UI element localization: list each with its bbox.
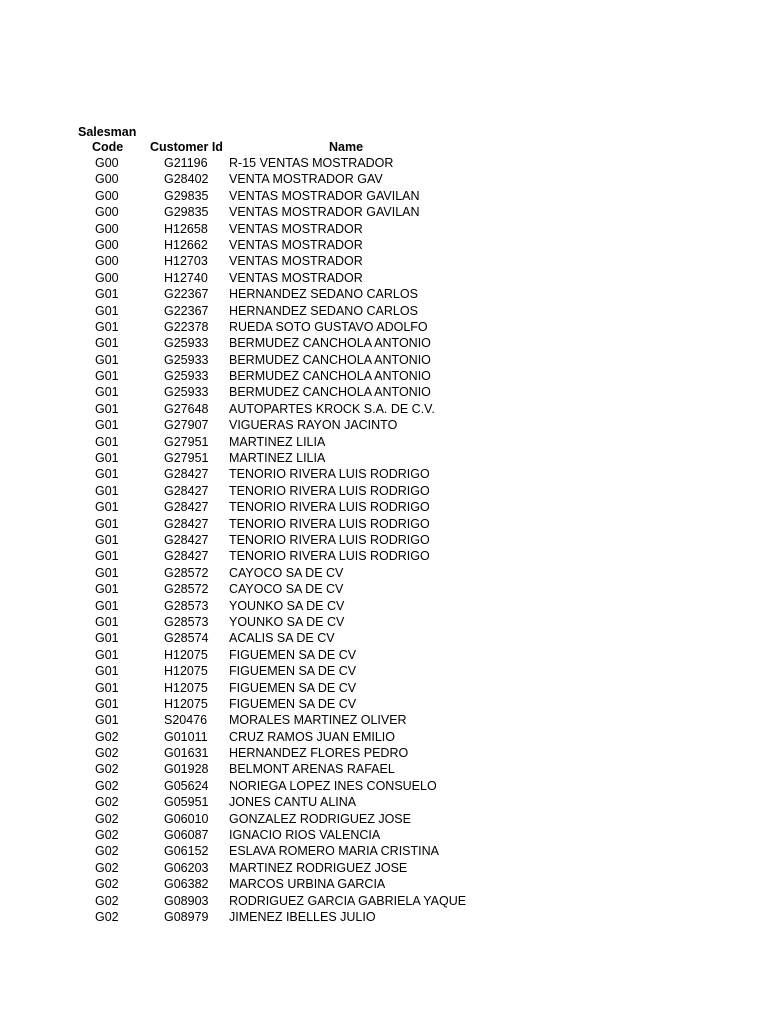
salesman-code-cell: G01 (95, 713, 119, 728)
name-cell: TENORIO RIVERA LUIS RODRIGO (229, 500, 430, 515)
salesman-code-cell: G01 (95, 319, 119, 334)
table-row (0, 417, 768, 433)
name-cell: VENTAS MOSTRADOR (229, 270, 363, 285)
name-cell: VENTAS MOSTRADOR GAVILAN (229, 205, 420, 220)
salesman-code-cell: G01 (95, 303, 119, 318)
name-cell: MARTINEZ RODRIGUEZ JOSE (229, 860, 408, 875)
customer-id-cell: G06382 (164, 877, 209, 892)
name-cell: NORIEGA LOPEZ INES CONSUELO (229, 778, 437, 793)
customer-id-cell: G08903 (164, 893, 209, 908)
table-row (0, 204, 768, 220)
salesman-code-cell: G01 (95, 418, 119, 433)
table-row (0, 663, 768, 679)
table-row (0, 565, 768, 581)
salesman-code-cell: G02 (95, 877, 119, 892)
name-cell: GONZALEZ RODRIGUEZ JOSE (229, 811, 411, 826)
salesman-code-cell: G01 (95, 483, 119, 498)
salesman-code-header-line2: Code (92, 140, 124, 154)
name-cell: BERMUDEZ CANCHOLA ANTONIO (229, 369, 431, 384)
table-row (0, 368, 768, 384)
name-cell: RUEDA SOTO GUSTAVO ADOLFO (229, 319, 428, 334)
customer-id-cell: H12662 (164, 237, 208, 252)
salesman-code-cell: G02 (95, 844, 119, 859)
table-row (0, 450, 768, 466)
salesman-code-cell: G00 (95, 221, 119, 236)
customer-id-cell: H12075 (164, 680, 208, 695)
name-cell: MARTINEZ LILIA (229, 451, 326, 466)
table-row (0, 860, 768, 876)
salesman-code-cell: G00 (95, 237, 119, 252)
customer-id-cell: H12075 (164, 647, 208, 662)
name-cell: YOUNKO SA DE CV (229, 614, 345, 629)
table-row (0, 155, 768, 171)
customer-id-cell: G01928 (164, 762, 209, 777)
table-row (0, 466, 768, 482)
customer-id-cell: G25933 (164, 385, 209, 400)
salesman-code-cell: G01 (95, 647, 119, 662)
table-row (0, 811, 768, 827)
customer-id-cell: G06010 (164, 811, 209, 826)
name-cell: HERNANDEZ FLORES PEDRO (229, 746, 409, 761)
customer-id-cell: G28573 (164, 598, 209, 613)
name-cell: VENTAS MOSTRADOR (229, 254, 363, 269)
customer-id-cell: H12740 (164, 270, 208, 285)
customer-id-cell: G05624 (164, 778, 209, 793)
name-cell: BERMUDEZ CANCHOLA ANTONIO (229, 336, 431, 351)
customer-id-cell: G29835 (164, 188, 209, 203)
table-row (0, 303, 768, 319)
salesman-code-cell: G00 (95, 270, 119, 285)
table-row (0, 483, 768, 499)
name-cell: JIMENEZ IBELLES JULIO (229, 909, 376, 924)
name-cell: HERNANDEZ SEDANO CARLOS (229, 303, 418, 318)
name-cell: TENORIO RIVERA LUIS RODRIGO (229, 483, 430, 498)
name-cell: AUTOPARTES KROCK S.A. DE C.V. (229, 401, 435, 416)
customer-id-cell: G28427 (164, 516, 209, 531)
table-row (0, 745, 768, 761)
name-cell: TENORIO RIVERA LUIS RODRIGO (229, 532, 430, 547)
customer-id-cell: G22378 (164, 319, 209, 334)
table-row (0, 532, 768, 548)
name-cell: HERNANDEZ SEDANO CARLOS (229, 287, 418, 302)
salesman-code-cell: G02 (95, 729, 119, 744)
customer-id-cell: G22367 (164, 303, 209, 318)
customer-id-cell: G25933 (164, 352, 209, 367)
table-row (0, 778, 768, 794)
table-row (0, 384, 768, 400)
customer-id-cell: H12658 (164, 221, 208, 236)
salesman-code-cell: G01 (95, 434, 119, 449)
table-body (0, 155, 768, 925)
name-cell: VENTAS MOSTRADOR GAVILAN (229, 188, 420, 203)
customer-id-cell: G21196 (164, 156, 208, 170)
salesman-code-cell: G00 (95, 254, 119, 269)
customer-id-cell: G28427 (164, 532, 209, 547)
name-cell: FIGUEMEN SA DE CV (229, 664, 357, 679)
salesman-code-cell: G01 (95, 451, 119, 466)
salesman-code-cell: G01 (95, 631, 119, 646)
name-cell: VIGUERAS RAYON JACINTO (229, 418, 398, 433)
customer-id-cell: G29835 (164, 205, 209, 220)
salesman-code-cell: G00 (95, 205, 119, 220)
customer-id-cell: G06152 (164, 844, 209, 859)
name-cell: CAYOCO SA DE CV (229, 565, 344, 580)
name-cell: FIGUEMEN SA DE CV (229, 680, 357, 695)
salesman-code-cell: G01 (95, 401, 119, 416)
salesman-code-cell: G02 (95, 811, 119, 826)
salesman-code-cell: G02 (95, 893, 119, 908)
table-header (0, 125, 768, 155)
table-row (0, 680, 768, 696)
name-cell: IGNACIO RIOS VALENCIA (229, 828, 381, 843)
salesman-code-cell: G01 (95, 467, 119, 482)
name-header: Name (329, 140, 364, 154)
name-cell: CAYOCO SA DE CV (229, 582, 344, 597)
table-row (0, 188, 768, 204)
name-cell: VENTA MOSTRADOR GAV (229, 172, 383, 187)
salesman-code-header-line1: Salesman (78, 125, 137, 139)
table-row (0, 712, 768, 728)
salesman-code-cell: G01 (95, 385, 119, 400)
customer-id-cell: G06087 (164, 828, 209, 843)
salesman-code-cell: G01 (95, 614, 119, 629)
salesman-code-cell: G01 (95, 500, 119, 515)
salesman-code-cell: G02 (95, 909, 119, 924)
salesman-code-cell: G01 (95, 516, 119, 531)
salesman-code-cell: G00 (95, 172, 119, 187)
name-cell: RODRIGUEZ GARCIA GABRIELA YAQUE (229, 893, 466, 908)
table-row (0, 909, 768, 925)
table-row (0, 270, 768, 286)
name-cell: VENTAS MOSTRADOR (229, 237, 363, 252)
customer-id-cell: G28572 (164, 582, 209, 597)
salesman-code-cell: G00 (95, 188, 119, 203)
customer-id-cell: G08979 (164, 909, 209, 924)
name-cell: ESLAVA ROMERO MARIA CRISTINA (229, 844, 439, 859)
table-row (0, 729, 768, 745)
table-row (0, 237, 768, 253)
name-cell: FIGUEMEN SA DE CV (229, 696, 357, 711)
table-row (0, 221, 768, 237)
salesman-code-cell: G02 (95, 860, 119, 875)
table-row (0, 335, 768, 351)
customer-id-cell: G05951 (164, 795, 209, 810)
table-row (0, 516, 768, 532)
table-row (0, 286, 768, 302)
salesman-code-cell: G02 (95, 795, 119, 810)
table-row (0, 253, 768, 269)
table-row (0, 761, 768, 777)
name-cell: BELMONT ARENAS RAFAEL (229, 762, 395, 777)
name-cell: TENORIO RIVERA LUIS RODRIGO (229, 516, 430, 531)
customer-id-cell: G01011 (164, 729, 208, 744)
customer-id-cell: G27951 (164, 434, 209, 449)
name-cell: CRUZ RAMOS JUAN EMILIO (229, 729, 395, 744)
table-row (0, 434, 768, 450)
name-cell: TENORIO RIVERA LUIS RODRIGO (229, 549, 430, 564)
customer-id-cell: G28427 (164, 483, 209, 498)
table-row (0, 843, 768, 859)
salesman-code-cell: G02 (95, 746, 119, 761)
table-row (0, 827, 768, 843)
name-cell: ACALIS SA DE CV (229, 631, 335, 646)
table-row (0, 893, 768, 909)
name-cell: MARCOS URBINA GARCIA (229, 877, 386, 892)
table-row (0, 614, 768, 630)
salesman-code-cell: G01 (95, 287, 119, 302)
customer-id-cell: G28572 (164, 565, 209, 580)
name-cell: JONES CANTU ALINA (229, 795, 357, 810)
salesman-code-cell: G02 (95, 828, 119, 843)
salesman-code-cell: G01 (95, 352, 119, 367)
customer-id-cell: G01631 (164, 746, 209, 761)
customer-id-cell: G27648 (164, 401, 209, 416)
salesman-code-cell: G01 (95, 582, 119, 597)
salesman-code-cell: G00 (95, 156, 119, 170)
salesman-code-cell: G01 (95, 532, 119, 547)
name-cell: BERMUDEZ CANCHOLA ANTONIO (229, 385, 431, 400)
table-row (0, 401, 768, 417)
name-cell: VENTAS MOSTRADOR (229, 221, 363, 236)
name-cell: BERMUDEZ CANCHOLA ANTONIO (229, 352, 431, 367)
customer-id-cell: G25933 (164, 369, 209, 384)
table-row (0, 171, 768, 187)
table-row (0, 794, 768, 810)
table-row (0, 352, 768, 368)
customer-id-cell: G28427 (164, 549, 209, 564)
salesman-code-cell: G01 (95, 664, 119, 679)
salesman-code-cell: G01 (95, 598, 119, 613)
table-row (0, 647, 768, 663)
salesman-code-cell: G01 (95, 336, 119, 351)
table-row (0, 696, 768, 712)
salesman-code-cell: G02 (95, 762, 119, 777)
salesman-code-cell: G01 (95, 680, 119, 695)
customer-id-header: Customer Id (150, 140, 223, 154)
customer-table (0, 125, 768, 925)
salesman-code-cell: G01 (95, 565, 119, 580)
customer-id-cell: H12703 (164, 254, 208, 269)
salesman-code-cell: G02 (95, 778, 119, 793)
name-cell: FIGUEMEN SA DE CV (229, 647, 357, 662)
customer-id-cell: G28427 (164, 467, 209, 482)
customer-id-cell: G22367 (164, 287, 209, 302)
customer-id-cell: G28427 (164, 500, 209, 515)
customer-id-cell: G28573 (164, 614, 209, 629)
name-cell: MORALES MARTINEZ OLIVER (229, 713, 407, 728)
customer-id-cell: H12075 (164, 664, 208, 679)
customer-id-cell: G27907 (164, 418, 209, 433)
name-cell: YOUNKO SA DE CV (229, 598, 345, 613)
salesman-code-cell: G01 (95, 549, 119, 564)
table-row (0, 876, 768, 892)
table-row (0, 548, 768, 564)
table-row (0, 581, 768, 597)
name-cell: MARTINEZ LILIA (229, 434, 326, 449)
customer-id-cell: S20476 (164, 713, 208, 728)
salesman-code-cell: G01 (95, 696, 119, 711)
salesman-code-cell: G01 (95, 369, 119, 384)
customer-id-cell: G25933 (164, 336, 209, 351)
customer-id-cell: G28574 (164, 631, 209, 646)
customer-id-cell: G28402 (164, 172, 209, 187)
name-cell: R-15 VENTAS MOSTRADOR (229, 156, 394, 170)
name-cell: TENORIO RIVERA LUIS RODRIGO (229, 467, 430, 482)
customer-id-cell: G06203 (164, 860, 209, 875)
table-row (0, 598, 768, 614)
table-row (0, 630, 768, 646)
customer-id-cell: G27951 (164, 451, 209, 466)
customer-id-cell: H12075 (164, 696, 208, 711)
table-row (0, 499, 768, 515)
table-row (0, 319, 768, 335)
